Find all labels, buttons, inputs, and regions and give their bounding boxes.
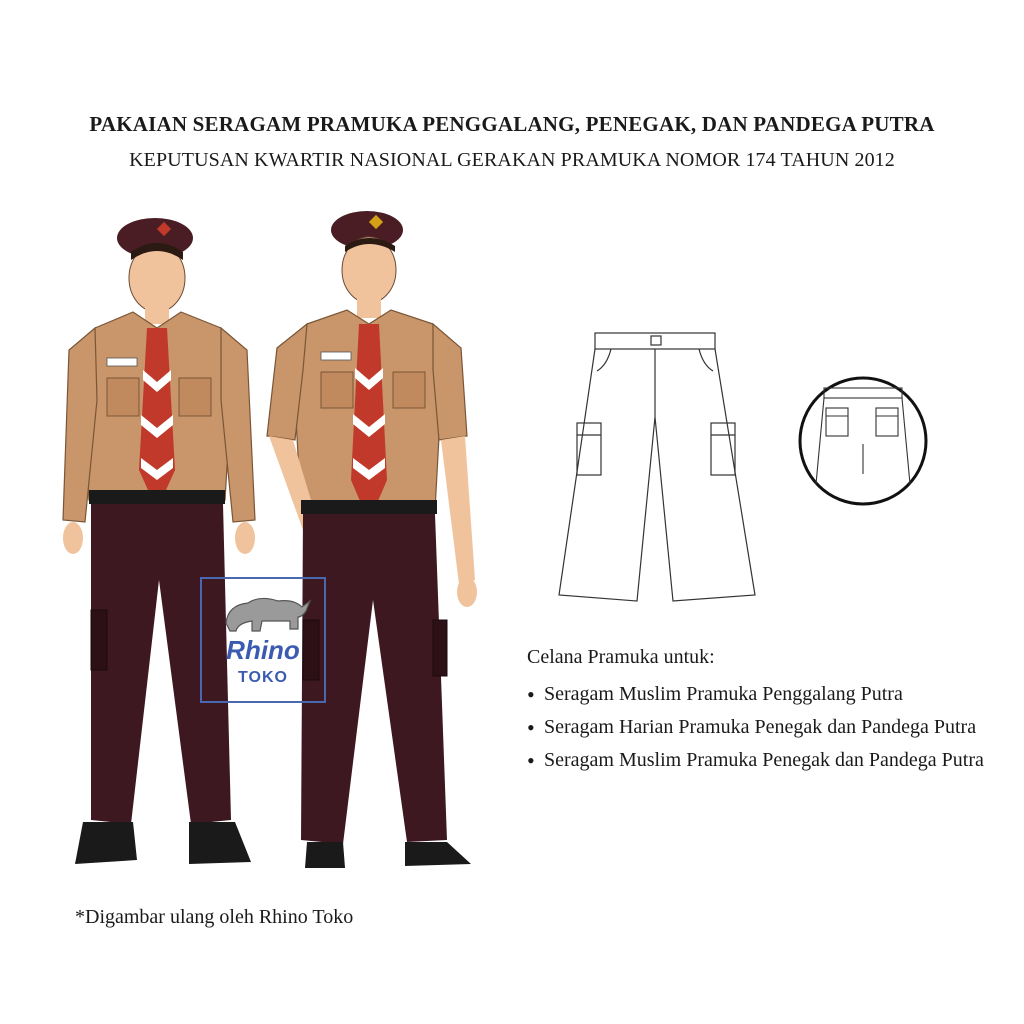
- scout-figure-right: [267, 211, 477, 868]
- trousers-technical-drawing: [545, 325, 765, 610]
- page-title: PAKAIAN SERAGAM PRAMUKA PENGGALANG, PENEGAK, DAN PANDEGA PUTRA: [89, 112, 935, 136]
- usage-item: • Seragam Harian Pramuka Penegak dan Pandega Putra: [527, 711, 997, 744]
- usage-item: • Seragam Muslim Pramuka Penggalang Putra: [527, 678, 997, 711]
- logo-sub: TOKO: [238, 669, 288, 686]
- logo-name: Rhino: [226, 635, 300, 665]
- back-pocket-detail: [796, 374, 930, 508]
- page-subtitle: KEPUTUSAN KWARTIR NASIONAL GERAKAN PRAMUKA NOMOR 174 TAHUN 2012: [129, 149, 895, 171]
- scout-uniform-illustration: [55, 200, 485, 880]
- credit-note: *Digambar ulang oleh Rhino Toko: [75, 906, 354, 928]
- usage-heading: Celana Pramuka untuk:: [527, 646, 715, 668]
- usage-item: • Seragam Muslim Pramuka Penegak dan Pandega Putra: [527, 744, 997, 777]
- scout-figure-left: [63, 218, 255, 864]
- trousers-usage-list: [527, 640, 997, 777]
- rhino-icon: [202, 583, 324, 639]
- rhino-toko-logo: [200, 577, 326, 703]
